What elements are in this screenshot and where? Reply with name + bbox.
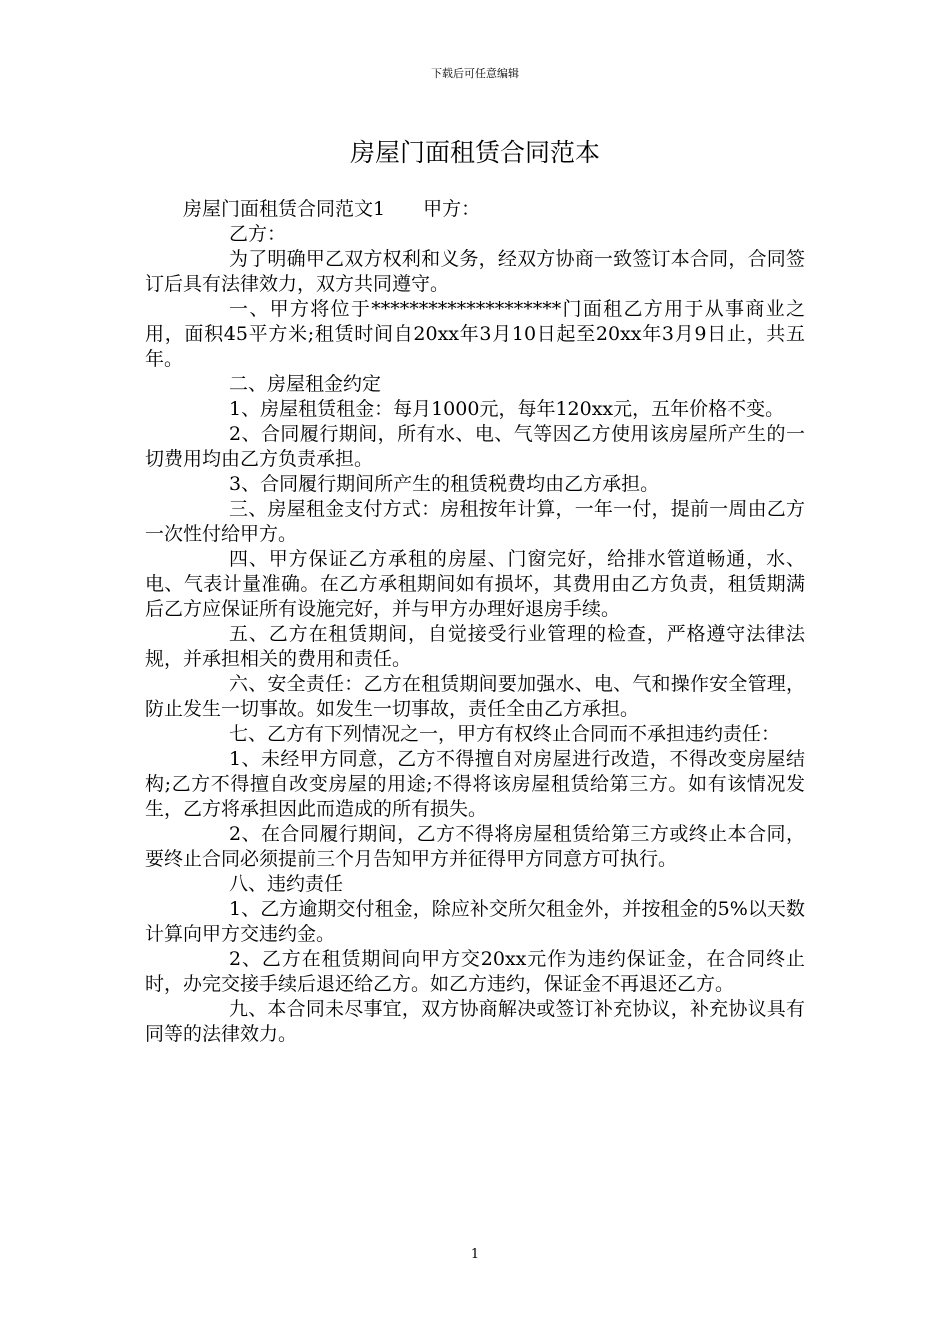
- paragraph: 房屋门面租赁合同范文1 甲方：: [183, 198, 481, 220]
- paragraph: 三、房屋租金支付方式：房租按年计算，一年一付，提前一周由乙方一次性付给甲方。: [145, 498, 805, 545]
- paragraph: 乙方：: [229, 223, 287, 245]
- paragraph: 四、甲方保证乙方承租的房屋、门窗完好，给排水管道畅通，水、电、气表计量准确。在乙方承租期间如有损坏，其费用由乙方负责，租赁期满后乙方应保证所有设施完好，并与甲方办理好退房手续。: [145, 548, 805, 620]
- page-header-note: 下载后可任意编辑: [431, 67, 519, 80]
- paragraph: 八、违约责任: [229, 873, 344, 895]
- paragraph: 七、乙方有下列情况之一，甲方有权终止合同而不承担违约责任：: [229, 723, 781, 745]
- paragraph: 二、房屋租金约定: [229, 373, 382, 395]
- paragraph: 1、房屋租赁租金：每月1000元，每年120xx元，五年价格不变。: [229, 398, 785, 420]
- paragraph: 1、未经甲方同意，乙方不得擅自对房屋进行改造，不得改变房屋结构;乙方不得擅自改变房屋的用途;不得将该房屋租赁给第三方。如有该情况发生，乙方将承担因此而造成的所有损失。: [145, 748, 805, 820]
- paragraph: 一、甲方将位于********************门面租乙方用于从事商业之用，面积45平方米;租赁时间自20xx年3月10日起至20xx年3月9日止，共五年。: [145, 298, 805, 370]
- document-body: [145, 197, 805, 1047]
- paragraph: 2、在合同履行期间，乙方不得将房屋租赁给第三方或终止本合同，要终止合同必须提前三个月告知甲方并征得甲方同意方可执行。: [145, 823, 805, 870]
- paragraph: 1、乙方逾期交付租金，除应补交所欠租金外，并按租金的5%以天数计算向甲方交违约金。: [145, 898, 805, 945]
- paragraph: 2、合同履行期间，所有水、电、气等因乙方使用该房屋所产生的一切费用均由乙方负责承担。: [145, 423, 805, 470]
- paragraph: 六、安全责任：乙方在租赁期间要加强水、电、气和操作安全管理，防止发生一切事故。如发生一切事故，责任全由乙方承担。: [145, 673, 805, 720]
- paragraph: 五、乙方在租赁期间，自觉接受行业管理的检查，严格遵守法律法规，并承担相关的费用和责任。: [145, 623, 805, 670]
- paragraph: 2、乙方在租赁期间向甲方交20xx元作为违约保证金，在合同终止时，办完交接手续后退还给乙方。如乙方违约，保证金不再退还乙方。: [145, 948, 805, 995]
- document-title: 房屋门面租赁合同范本: [349, 138, 600, 167]
- paragraph: 为了明确甲乙双方权利和义务，经双方协商一致签订本合同，合同签订后具有法律效力，双方共同遵守。: [145, 248, 805, 295]
- page-number: 1: [470, 1247, 480, 1262]
- paragraph: 九、本合同未尽事宜，双方协商解决或签订补充协议，补充协议具有同等的法律效力。: [145, 998, 805, 1045]
- paragraph: 3、合同履行期间所产生的租赁税费均由乙方承担。: [229, 473, 660, 495]
